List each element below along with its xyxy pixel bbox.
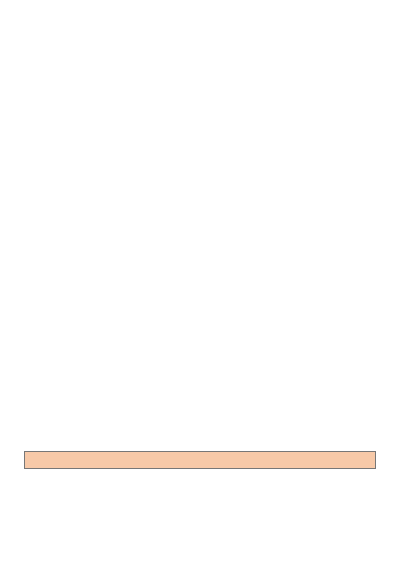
section-title-hair xyxy=(24,451,376,469)
